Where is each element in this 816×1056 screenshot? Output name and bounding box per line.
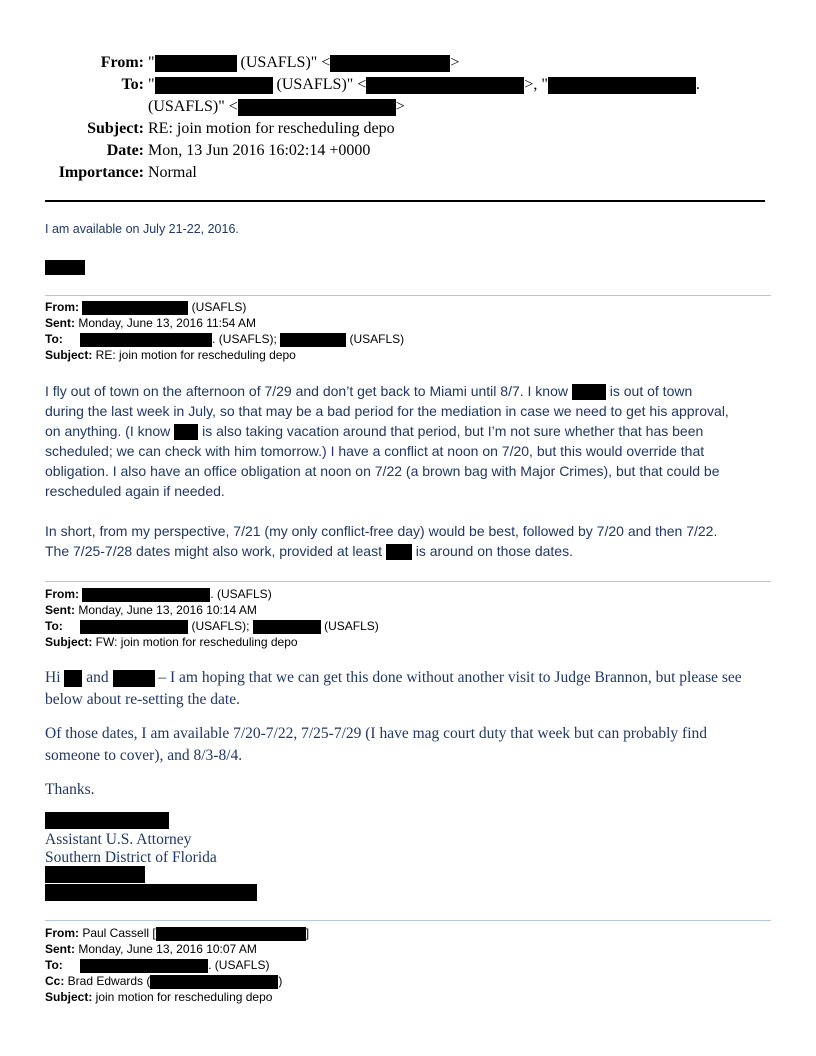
msg2-to: To: (USAFLS); (USAFLS): [45, 619, 379, 633]
date-value: Mon, 13 Jun 2016 16:02:14 +0000: [148, 142, 371, 159]
redaction: [548, 77, 696, 94]
redaction: [113, 670, 155, 687]
redaction: [155, 55, 237, 72]
msg1-subject: Subject: RE: join motion for rescheduling depo: [45, 348, 296, 362]
msg3-sent: Sent: Monday, June 13, 2016 10:07 AM: [45, 942, 257, 956]
msg1-from: From: (USAFLS): [45, 300, 247, 314]
from-label: From:: [100, 54, 144, 71]
reply-line: I am available on July 21-22, 2016.: [45, 222, 239, 236]
from-value: " (USAFLS)" < >: [148, 54, 460, 71]
redaction: [280, 333, 346, 347]
subject-label: Subject:: [87, 120, 144, 137]
subject-value: RE: join motion for rescheduling depo: [148, 120, 395, 137]
divider: [45, 581, 771, 582]
signature-office: Southern District of Florida: [45, 849, 217, 866]
redaction: [80, 959, 208, 973]
msg1-sent: Sent: Monday, June 13, 2016 11:54 AM: [45, 316, 257, 330]
msg1-to: To: . (USAFLS); (USAFLS): [45, 332, 405, 346]
signature-redaction: [45, 866, 145, 883]
to-value-line2: (USAFLS)" < >: [148, 98, 405, 115]
date-label: Date:: [106, 142, 144, 159]
msg3-subject: Subject: join motion for rescheduling depo: [45, 990, 273, 1004]
redaction: [82, 301, 188, 315]
msg2-subject: Subject: FW: join motion for rescheduling depo: [45, 635, 298, 649]
redaction: [386, 544, 412, 560]
msg3-cc: Cc: Brad Edwards ( ): [45, 974, 283, 988]
importance-value: Normal: [148, 164, 197, 181]
redaction: [155, 77, 273, 94]
redaction: [82, 588, 210, 602]
msg3-to: To: . (USAFLS): [45, 958, 270, 972]
redaction: [253, 620, 321, 634]
signature-name-redaction: [45, 812, 169, 829]
msg3-from: From: Paul Cassell [ ]: [45, 926, 310, 940]
redaction: [156, 927, 306, 941]
redaction: [330, 55, 450, 72]
redaction: [174, 424, 198, 440]
redaction: [80, 620, 188, 634]
msg2-from: From: . (USAFLS): [45, 587, 272, 601]
redaction: [64, 670, 82, 687]
to-label: To:: [121, 76, 144, 93]
header-divider: [45, 200, 765, 202]
redaction: [150, 975, 278, 989]
divider: [45, 295, 771, 296]
msg1-body: I fly out of town on the afternoon of 7/29 and don’t get back to Miami until 8/7. I know is out of town during the last week in July, so that may be a bad period for the mediation in case we need to get his approval, on anything. (I know is also taking vacation around that period, but I’m not sure whether that has been scheduled; we can check with him tomorrow.) I have a conflict at noon on 7/20, but this would override that obligation. I also have an office obligation at noon on 7/22 (a brown bag with Major Crimes), but that could be rescheduled again if needed. In short, from my perspective, 7/21 (my only conflict-free day) would be best, followed by 7/20 and then 7/22. The 7/25-7/28 dates might also work, provided at least is around on those dates.: [45, 383, 729, 559]
redaction: [572, 384, 606, 400]
signature-redaction: [45, 260, 85, 275]
msg2-sent: Sent: Monday, June 13, 2016 10:14 AM: [45, 603, 257, 617]
divider: [45, 920, 771, 921]
signature-redaction: [45, 884, 257, 901]
redaction: [238, 99, 396, 116]
redaction: [80, 333, 212, 347]
redaction: [366, 77, 524, 94]
importance-label: Importance:: [58, 164, 144, 181]
to-value: " (USAFLS)" < >, " .: [148, 76, 700, 93]
msg2-body: Hi and – I am hoping that we can get this done without another visit to Judge Brannon, but please see below about re-setting the date. Of those dates, I am available 7/20-7/22, 7/25-7/29 (I have mag court duty that week but can probably find someone to cover), and 8/3-8/4. Thanks.: [45, 669, 742, 798]
signature-title: Assistant U.S. Attorney: [45, 831, 192, 848]
